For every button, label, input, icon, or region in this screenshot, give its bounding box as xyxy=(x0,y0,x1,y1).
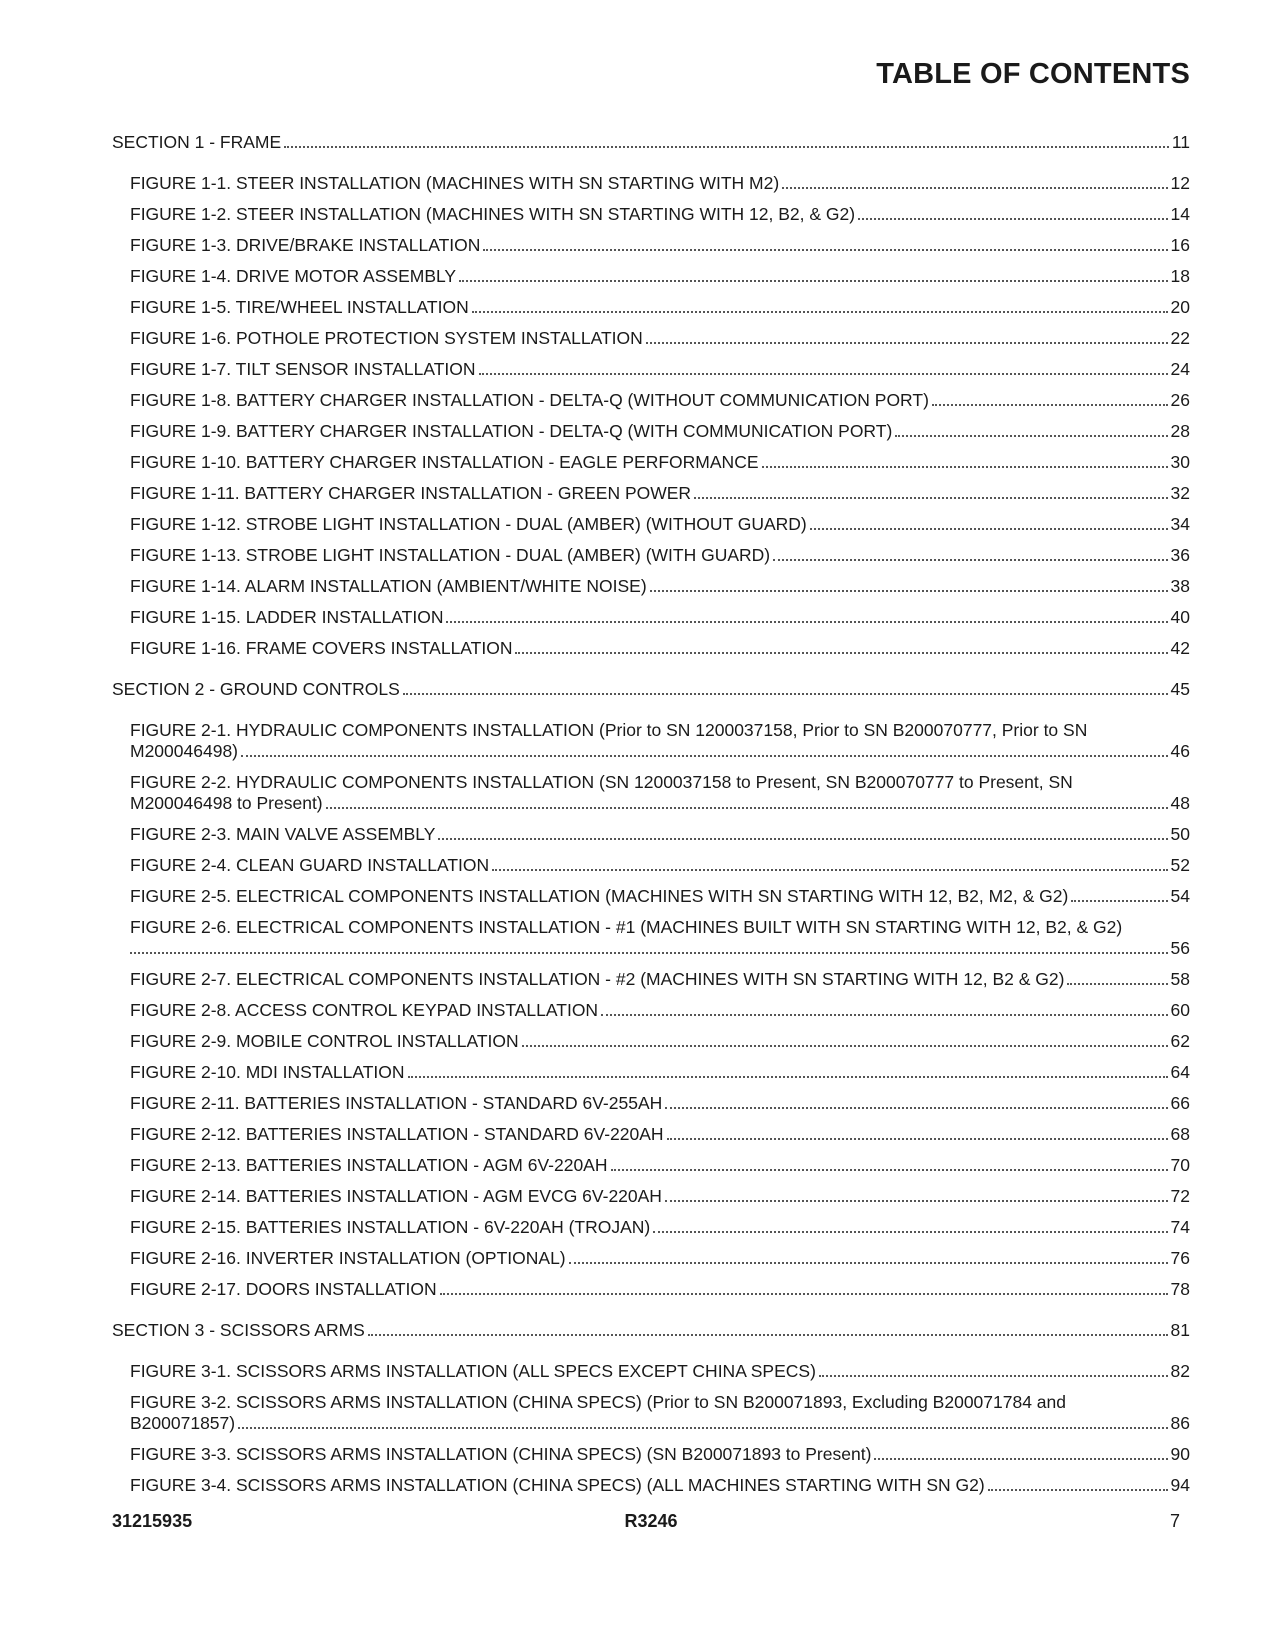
toc-page-number: 24 xyxy=(1170,359,1190,379)
toc-entry-title: FIGURE 1-16. FRAME COVERS INSTALLATION xyxy=(130,638,513,658)
toc-entry-title: FIGURE 1-1. STEER INSTALLATION (MACHINES WITH SN STARTING WITH M2) xyxy=(130,173,780,193)
toc-dot-leader xyxy=(988,1483,1168,1491)
toc-figure-entry[interactable] xyxy=(112,1217,1190,1238)
toc-dot-leader xyxy=(1071,894,1167,902)
toc-page-number: 66 xyxy=(1170,1093,1190,1113)
toc-entry-title: FIGURE 2-12. BATTERIES INSTALLATION - STANDARD 6V-220AH xyxy=(130,1124,664,1144)
toc-page-number: 38 xyxy=(1170,576,1190,596)
toc-entry-title: FIGURE 2-3. MAIN VALVE ASSEMBLY xyxy=(130,824,436,844)
toc-entry-title: FIGURE 2-4. CLEAN GUARD INSTALLATION xyxy=(130,855,490,875)
toc-figure-entry[interactable] xyxy=(112,720,1190,762)
toc-figure-entry[interactable] xyxy=(112,969,1190,990)
footer-revision: R3246 xyxy=(624,1511,678,1531)
toc-figure-entry[interactable] xyxy=(112,452,1190,473)
toc-dot-leader xyxy=(284,140,1169,148)
toc-entry-title: FIGURE 2-5. ELECTRICAL COMPONENTS INSTALLATION (MACHINES WITH SN STARTING WITH 12, B2, M2, & G2) xyxy=(130,886,1069,906)
toc-entry-title-continued: M200046498 to Present) xyxy=(130,793,323,813)
toc-page-number: 50 xyxy=(1170,824,1190,844)
toc-dot-leader xyxy=(492,863,1167,871)
toc-page-number: 52 xyxy=(1170,855,1190,875)
toc-figure-entry[interactable] xyxy=(112,235,1190,256)
toc-page-number: 32 xyxy=(1170,483,1190,503)
toc-dot-leader xyxy=(646,336,1168,344)
toc-dot-leader xyxy=(773,553,1167,561)
toc-section-entry[interactable] xyxy=(112,1320,1190,1341)
toc-page-number: 46 xyxy=(1170,741,1190,761)
toc-figure-entry[interactable] xyxy=(112,576,1190,597)
toc-page-number: 26 xyxy=(1170,390,1190,410)
toc-page-number: 30 xyxy=(1170,452,1190,472)
toc-page-number: 64 xyxy=(1170,1062,1190,1082)
toc-dot-leader xyxy=(446,615,1167,623)
toc-figure-entry[interactable] xyxy=(112,886,1190,907)
toc-page-number: 12 xyxy=(1170,173,1190,193)
toc-figure-entry[interactable] xyxy=(112,1186,1190,1207)
toc-figure-entry[interactable] xyxy=(112,855,1190,876)
toc-entry-title: FIGURE 1-4. DRIVE MOTOR ASSEMBLY xyxy=(130,266,457,286)
toc-entry-title: FIGURE 2-1. HYDRAULIC COMPONENTS INSTALLATION (Prior to SN 1200037158, Prior to SN B200070777, Prior to SN xyxy=(130,720,1088,740)
toc-figure-entry[interactable] xyxy=(112,1279,1190,1300)
page-footer xyxy=(112,1511,1190,1535)
toc-page-number: 62 xyxy=(1170,1031,1190,1051)
toc-figure-entry[interactable] xyxy=(112,824,1190,845)
footer-doc-number: 31215935 xyxy=(112,1511,193,1531)
toc-figure-entry[interactable] xyxy=(112,390,1190,411)
toc-page-number: 81 xyxy=(1170,1320,1190,1340)
toc-figure-entry[interactable] xyxy=(112,514,1190,535)
toc-page-number: 14 xyxy=(1170,204,1190,224)
toc-entry-title: FIGURE 1-5. TIRE/WHEEL INSTALLATION xyxy=(130,297,469,317)
toc-dot-leader xyxy=(522,1039,1168,1047)
toc-entry-title: FIGURE 2-9. MOBILE CONTROL INSTALLATION xyxy=(130,1031,519,1051)
toc-dot-leader xyxy=(515,646,1167,654)
toc-entry-title: FIGURE 2-7. ELECTRICAL COMPONENTS INSTALLATION - #2 (MACHINES WITH SN STARTING WITH 12, B2 & G2) xyxy=(130,969,1065,989)
toc-entry-title: SECTION 1 - FRAME xyxy=(112,132,282,152)
toc-figure-entry[interactable] xyxy=(112,1155,1190,1176)
toc-entry-title: FIGURE 2-11. BATTERIES INSTALLATION - STANDARD 6V-255AH xyxy=(130,1093,663,1113)
toc-dot-leader xyxy=(611,1163,1168,1171)
toc-dot-leader xyxy=(241,749,1168,757)
toc-dot-leader xyxy=(819,1369,1168,1377)
toc-dot-leader xyxy=(810,522,1168,530)
toc-dot-leader xyxy=(694,491,1167,499)
toc-section-entry[interactable] xyxy=(112,679,1190,700)
toc-entry-title: FIGURE 3-4. SCISSORS ARMS INSTALLATION (CHINA SPECS) (ALL MACHINES STARTING WITH SN G2) xyxy=(130,1475,985,1495)
toc-page-number: 18 xyxy=(1170,266,1190,286)
toc-figure-entry[interactable] xyxy=(112,204,1190,225)
toc-page-number: 48 xyxy=(1170,793,1190,813)
toc-dot-leader xyxy=(238,1421,1167,1429)
toc-entry-title: FIGURE 1-3. DRIVE/BRAKE INSTALLATION xyxy=(130,235,481,255)
toc-dot-leader xyxy=(440,1287,1168,1295)
toc-entry-title: FIGURE 1-2. STEER INSTALLATION (MACHINES WITH SN STARTING WITH 12, B2, & G2) xyxy=(130,204,856,224)
toc-figure-entry[interactable] xyxy=(112,483,1190,504)
toc-entry-title: FIGURE 2-2. HYDRAULIC COMPONENTS INSTALLATION (SN 1200037158 to Present, SN B200070777 to Present, SN xyxy=(130,772,1073,792)
toc-entry-title: FIGURE 1-11. BATTERY CHARGER INSTALLATION - GREEN POWER xyxy=(130,483,692,503)
toc-dot-leader xyxy=(653,1225,1167,1233)
toc-figure-entry[interactable] xyxy=(112,421,1190,442)
toc-page-number: 70 xyxy=(1170,1155,1190,1175)
toc-figure-entry[interactable] xyxy=(112,1444,1190,1465)
toc-entry-title-continued: M200046498) xyxy=(130,741,238,761)
toc-dot-leader xyxy=(932,398,1168,406)
toc-dot-leader xyxy=(472,305,1168,313)
toc-entry-title: FIGURE 1-9. BATTERY CHARGER INSTALLATION - DELTA-Q (WITH COMMUNICATION PORT) xyxy=(130,421,893,441)
toc-dot-leader xyxy=(665,1194,1168,1202)
toc-figure-entry[interactable] xyxy=(112,607,1190,628)
toc-page-number: 56 xyxy=(1170,938,1190,958)
toc-entry-title: FIGURE 2-16. INVERTER INSTALLATION (OPTIONAL) xyxy=(130,1248,566,1268)
toc-dot-leader xyxy=(762,460,1168,468)
toc-figure-entry[interactable] xyxy=(112,545,1190,566)
toc-entry-title: FIGURE 2-8. ACCESS CONTROL KEYPAD INSTALLATION xyxy=(130,1000,599,1020)
toc-figure-entry[interactable] xyxy=(112,328,1190,349)
toc-entry-title: FIGURE 2-13. BATTERIES INSTALLATION - AGM 6V-220AH xyxy=(130,1155,608,1175)
toc-figure-entry[interactable] xyxy=(112,1062,1190,1083)
toc-page-number: 94 xyxy=(1170,1475,1190,1495)
toc-entry-title: FIGURE 1-7. TILT SENSOR INSTALLATION xyxy=(130,359,476,379)
toc-dot-leader xyxy=(479,367,1168,375)
toc-entry-title: FIGURE 1-10. BATTERY CHARGER INSTALLATION - EAGLE PERFORMANCE xyxy=(130,452,759,472)
toc-page-number: 68 xyxy=(1170,1124,1190,1144)
toc-figure-entry[interactable] xyxy=(112,266,1190,287)
toc-figure-entry[interactable] xyxy=(112,1392,1190,1434)
toc-figure-entry[interactable] xyxy=(112,772,1190,814)
toc-figure-entry[interactable] xyxy=(112,1031,1190,1052)
toc-page-number: 86 xyxy=(1170,1413,1190,1433)
toc-page-number: 90 xyxy=(1170,1444,1190,1464)
toc-entry-title: FIGURE 1-14. ALARM INSTALLATION (AMBIENT/WHITE NOISE) xyxy=(130,576,647,596)
toc-page-number: 60 xyxy=(1170,1000,1190,1020)
toc-dot-leader xyxy=(459,274,1167,282)
table-of-contents xyxy=(112,132,1190,1506)
toc-page-number: 42 xyxy=(1170,638,1190,658)
toc-entry-title-continued: B200071857) xyxy=(130,1413,236,1433)
page-title: TABLE OF CONTENTS xyxy=(876,58,1190,90)
toc-dot-leader xyxy=(601,1008,1167,1016)
toc-dot-leader xyxy=(667,1132,1168,1140)
toc-page-number: 74 xyxy=(1170,1217,1190,1237)
toc-entry-title: FIGURE 1-8. BATTERY CHARGER INSTALLATION - DELTA-Q (WITHOUT COMMUNICATION PORT) xyxy=(130,390,929,410)
toc-figure-entry[interactable] xyxy=(112,173,1190,194)
toc-entry-title: FIGURE 2-10. MDI INSTALLATION xyxy=(130,1062,405,1082)
toc-page-number: 36 xyxy=(1170,545,1190,565)
toc-entry-title: FIGURE 2-17. DOORS INSTALLATION xyxy=(130,1279,437,1299)
toc-dot-leader xyxy=(483,243,1167,251)
toc-page-number: 54 xyxy=(1170,886,1190,906)
toc-entry-title: FIGURE 1-13. STROBE LIGHT INSTALLATION - DUAL (AMBER) (WITH GUARD) xyxy=(130,545,771,565)
toc-dot-leader xyxy=(782,181,1167,189)
toc-page-number: 16 xyxy=(1170,235,1190,255)
toc-dot-leader xyxy=(326,801,1168,809)
toc-entry-title: FIGURE 1-6. POTHOLE PROTECTION SYSTEM INSTALLATION xyxy=(130,328,643,348)
toc-entry-title: FIGURE 2-6. ELECTRICAL COMPONENTS INSTALLATION - #1 (MACHINES BUILT WITH SN STARTING WITH 12, B2, & G2) xyxy=(130,917,1123,937)
toc-entry-title: FIGURE 1-15. LADDER INSTALLATION xyxy=(130,607,444,627)
toc-page-number: 72 xyxy=(1170,1186,1190,1206)
toc-page-number: 78 xyxy=(1170,1279,1190,1299)
toc-dot-leader xyxy=(1067,977,1167,985)
toc-dot-leader xyxy=(895,429,1167,437)
toc-page-number: 28 xyxy=(1170,421,1190,441)
toc-figure-entry[interactable] xyxy=(112,917,1190,959)
toc-figure-entry[interactable] xyxy=(112,1475,1190,1496)
toc-section-entry[interactable] xyxy=(112,132,1190,153)
toc-entry-title: FIGURE 2-15. BATTERIES INSTALLATION - 6V-220AH (TROJAN) xyxy=(130,1217,651,1237)
toc-dot-leader xyxy=(650,584,1168,592)
toc-entry-title: FIGURE 3-1. SCISSORS ARMS INSTALLATION (ALL SPECS EXCEPT CHINA SPECS) xyxy=(130,1361,816,1381)
toc-figure-entry[interactable] xyxy=(112,297,1190,318)
toc-page-number: 11 xyxy=(1171,132,1190,152)
toc-page-number: 20 xyxy=(1170,297,1190,317)
toc-figure-entry[interactable] xyxy=(112,1124,1190,1145)
toc-figure-entry[interactable] xyxy=(112,1093,1190,1114)
toc-entry-title: FIGURE 1-12. STROBE LIGHT INSTALLATION - DUAL (AMBER) (WITHOUT GUARD) xyxy=(130,514,807,534)
toc-page-number: 40 xyxy=(1170,607,1190,627)
toc-page-number: 58 xyxy=(1170,969,1190,989)
toc-figure-entry[interactable] xyxy=(112,1248,1190,1269)
toc-dot-leader xyxy=(569,1256,1168,1264)
toc-page-number: 22 xyxy=(1170,328,1190,348)
toc-page-number: 76 xyxy=(1170,1248,1190,1268)
toc-dot-leader xyxy=(403,687,1168,695)
toc-entry-title: FIGURE 3-3. SCISSORS ARMS INSTALLATION (CHINA SPECS) (SN B200071893 to Present) xyxy=(130,1444,872,1464)
toc-dot-leader xyxy=(368,1328,1168,1336)
toc-entry-title: SECTION 2 - GROUND CONTROLS xyxy=(112,679,400,699)
toc-dot-leader xyxy=(408,1070,1168,1078)
toc-page-number: 82 xyxy=(1170,1361,1190,1381)
toc-page-number: 45 xyxy=(1170,679,1190,699)
toc-figure-entry[interactable] xyxy=(112,1361,1190,1382)
toc-page-number: 34 xyxy=(1170,514,1190,534)
toc-dot-leader xyxy=(665,1101,1167,1109)
footer-page-number: 7 xyxy=(1169,1511,1180,1531)
toc-entry-title: FIGURE 2-14. BATTERIES INSTALLATION - AGM EVCG 6V-220AH xyxy=(130,1186,662,1206)
toc-figure-entry[interactable] xyxy=(112,359,1190,380)
toc-figure-entry[interactable] xyxy=(112,1000,1190,1021)
toc-figure-entry[interactable] xyxy=(112,638,1190,659)
toc-entry-title: FIGURE 3-2. SCISSORS ARMS INSTALLATION (CHINA SPECS) (Prior to SN B200071893, Excluding B200071784 and xyxy=(130,1392,1067,1412)
toc-dot-leader xyxy=(858,212,1167,220)
toc-dot-leader xyxy=(874,1452,1167,1460)
toc-dot-leader xyxy=(438,832,1167,840)
toc-dot-leader xyxy=(130,946,1168,954)
toc-entry-title: SECTION 3 - SCISSORS ARMS xyxy=(112,1320,365,1340)
